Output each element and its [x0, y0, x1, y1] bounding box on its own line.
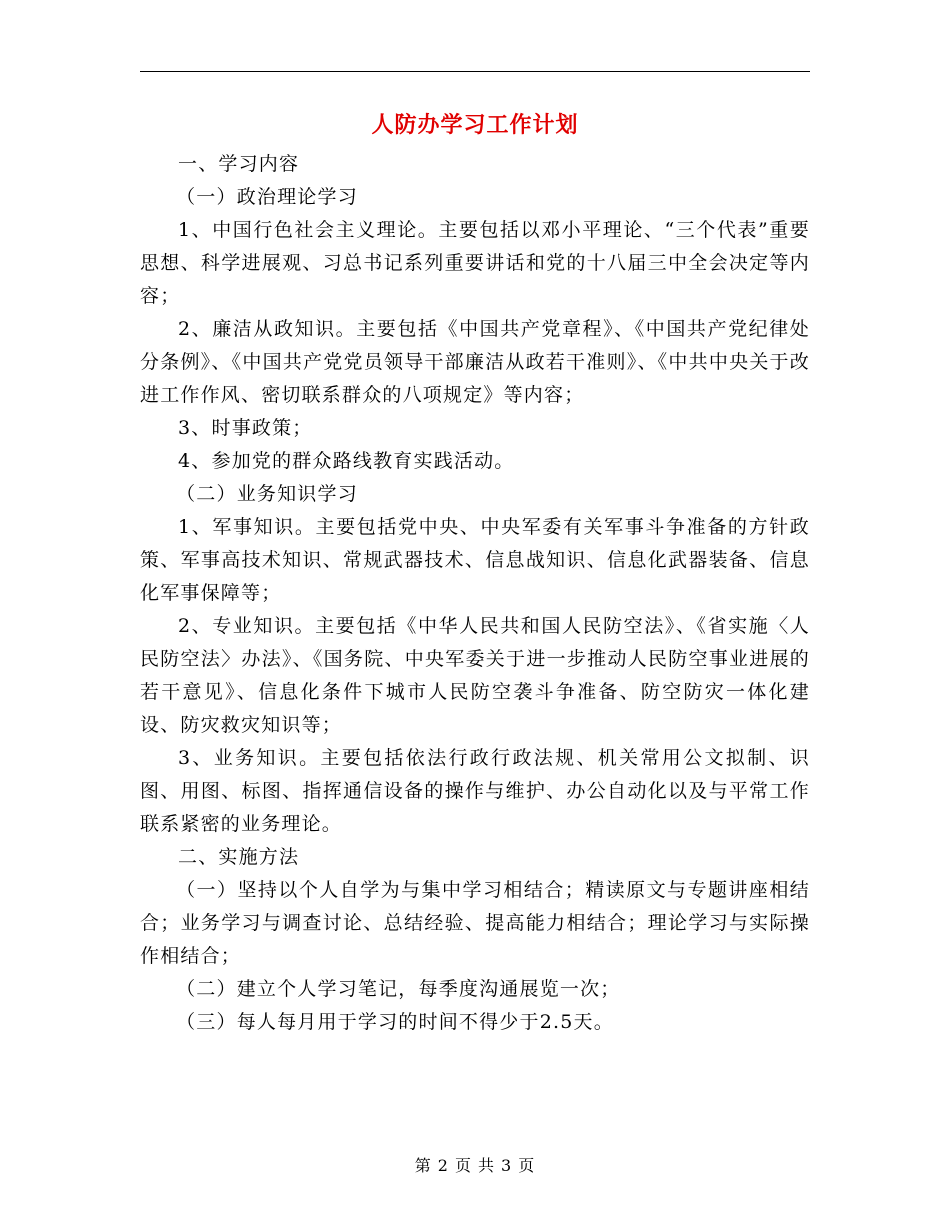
- footer-middle: 页 共: [454, 1156, 496, 1175]
- subsection-heading: （二）业务知识学习: [176, 483, 358, 505]
- footer-current-page: 2: [437, 1156, 449, 1175]
- paragraph: （一）坚持以个人自学为与集中学习相结合；精读原文与专题讲座相结合；业务学习与调查讨论、总结经验、提高能力相结合；理论学习与实际操作相结合；: [140, 879, 810, 967]
- paragraph: 1、军事知识。主要包括党中央、中央军委有关军事斗争准备的方针政策、军事高技术知识、常规武器技术、信息战知识、信息化武器装备、信息化军事保障等；: [140, 516, 810, 604]
- document-title: 人防办学习工作计划: [371, 112, 579, 138]
- paragraph: （二）建立个人学习笔记，每季度沟通展览一次；: [176, 978, 621, 1000]
- header-rule: [140, 71, 810, 72]
- document-body: [140, 148, 810, 1039]
- paragraph: 4、参加党的群众路线教育实践活动。: [178, 450, 515, 472]
- paragraph: 3、时事政策；: [178, 417, 313, 439]
- paragraph: （三）每人每月用于学习的时间不得少于2.5天。: [176, 1011, 614, 1033]
- section-heading: 一、学习内容: [178, 153, 300, 175]
- section-heading: 二、实施方法: [178, 846, 300, 868]
- footer-suffix: 页: [518, 1156, 536, 1175]
- footer-total-pages: 3: [501, 1156, 513, 1175]
- subsection-heading: （一）政治理论学习: [176, 186, 358, 208]
- paragraph: 1、中国行色社会主义理论。主要包括以邓小平理论、“三个代表”重要思想、科学进展观、习总书记系列重要讲话和党的十八届三中全会决定等内容；: [140, 219, 810, 307]
- page-footer: [0, 1153, 950, 1176]
- paragraph: 2、廉洁从政知识。主要包括《中国共产党章程》、《中国共产党纪律处分条例》、《中国共产党党员领导干部廉洁从政若干准则》、《中共中央关于改进工作作风、密切联系群众的八项规定》等内容；: [140, 318, 810, 406]
- paragraph: 3、业务知识。主要包括依法行政行政法规、机关常用公文拟制、识图、用图、标图、指挥通信设备的操作与维护、办公自动化以及与平常工作联系紧密的业务理论。: [140, 747, 810, 835]
- footer-prefix: 第: [414, 1156, 432, 1175]
- paragraph: 2、专业知识。主要包括《中华人民共和国人民防空法》、《省实施〈人民防空法〉办法》、《国务院、中央军委关于进一步推动人民防空事业进展的若干意见》、信息化条件下城市人民防空袭斗争准备、防空防灾一体化建设、防灾救灾知识等；: [140, 615, 810, 736]
